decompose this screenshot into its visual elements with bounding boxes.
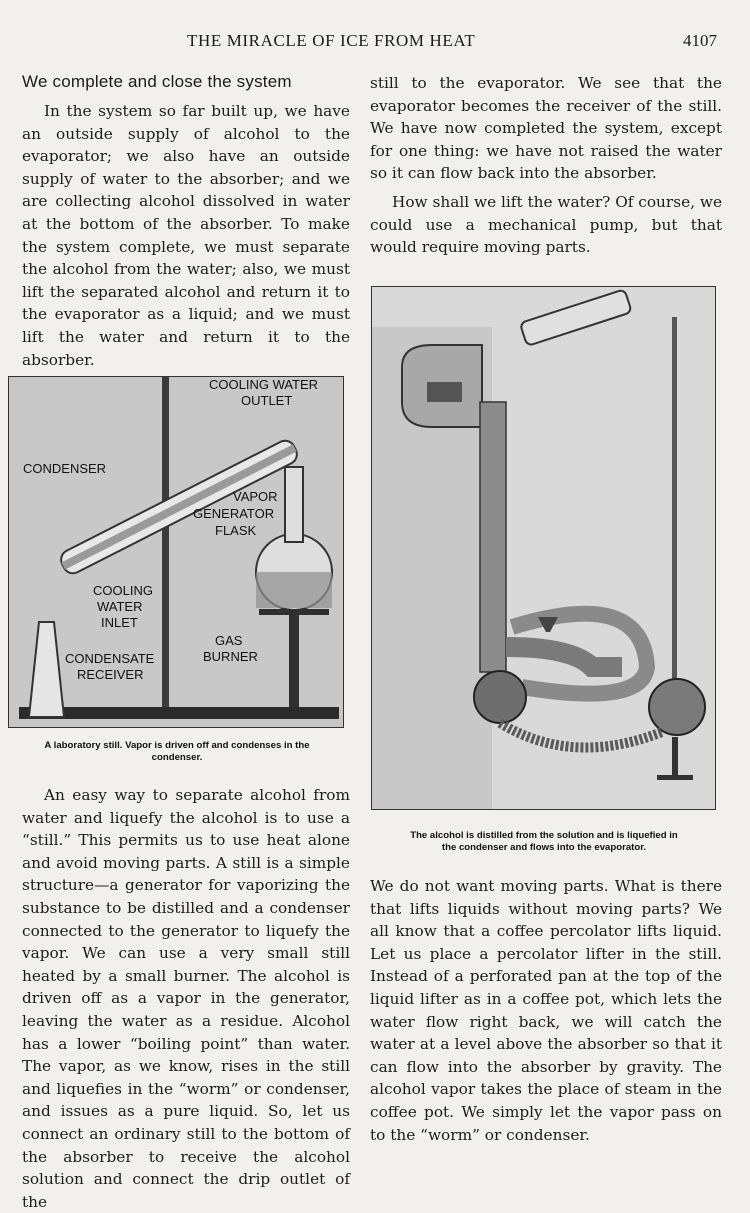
section-heading: We complete and close the system [22, 72, 292, 91]
label-outlet: OUTLET [241, 393, 293, 408]
label-flask: FLASK [215, 523, 257, 538]
label-inlet: INLET [101, 615, 138, 630]
absorber-sphere [474, 671, 526, 723]
label-condensate: CONDENSATE [65, 651, 155, 666]
left-paragraph-1: In the system so far built up, we have an outside supply of alcohol to the evaporator; we also have an outside supply of water to the absorber; and we are collecting alcohol dissolved in water at the bottom of the absorber. To make the system complete, we must separate the alcohol from the water; also, we must lift the separated alcohol and return it to the evaporator as a liquid; and we must lift the water and return it to the absorber. [22, 102, 350, 369]
still-caption-line-1: A laboratory still. Vapor is driven off and condenses in the [44, 740, 310, 751]
system-caption [368, 830, 720, 854]
still-illustration [9, 377, 343, 727]
label-cooling: COOLING [93, 583, 153, 598]
still-caption [8, 740, 346, 764]
gas-burner [289, 612, 299, 707]
page-number: 4107 [683, 31, 717, 50]
laboratory-still-figure [8, 376, 344, 728]
right-paragraph-3: We do not want moving parts. What is there that lifts liquids without moving parts? We all know that a coffee percolator lifts liquid. Let us place a percolator lifter in the still. Instead of a perforated pan at the top of the liquid lifter as in a coffee pot, which lets the water flow right back, we will catch the water at a level above the absorber so that it can flow into the absorber by gravity. The alcohol vapor takes the place of steam in the coffee pot. We simply let the vapor pass on to the “worm” or condenser. [370, 877, 722, 1144]
right-paragraph-2: How shall we lift the water? Of course, we could use a mechanical pump, but that would require moving parts. [370, 192, 722, 257]
system-caption-line-2: the condenser and flows into the evaporator. [441, 842, 647, 853]
right-column-top [370, 72, 722, 259]
label-cooling-water: COOLING WATER [209, 377, 319, 392]
right-column-bottom [370, 875, 722, 1146]
still-caption-line-2: condenser. [151, 752, 203, 763]
label-water: WATER [97, 599, 143, 614]
left-column-top [22, 72, 350, 371]
label-vapor: VAPOR [233, 489, 278, 504]
label-gas: GAS [215, 633, 243, 648]
label-receiver: RECEIVER [77, 667, 144, 682]
right-paragraph-1: still to the evaporator. We see that the evaporator becomes the receiver of the still. We have now completed the system, except for one thing: we have not raised the water so it can flow back into the absorber. [370, 74, 722, 183]
system-caption-line-1: The alcohol is distilled from the solution and is liquefied in [410, 830, 678, 841]
page-header [0, 31, 750, 53]
stand-rod [162, 377, 169, 717]
label-generator: GENERATOR [193, 506, 275, 521]
system-illustration [372, 287, 715, 809]
left-paragraph-2: An easy way to separate alcohol from water and liquefy the alcohol is to use a “still.” This permits us to use heat alone and avoid moving parts. A still is a simple structure—a generator for vaporizing the substance to be distilled and a condenser connected to the generator to liquefy the vapor. We can use a very small still heated by a small burner. The alcohol is driven off as a vapor in the generator, leaving the water as a residue. Alcohol has a lower “boiling point” than water. The vapor, as we know, rises in the still and liquefies in the “worm” or condenser, and issues as a pure liquid. So, let us connect an ordinary still to the bottom of the absorber to receive the alcohol solution and connect the drip outlet of the [22, 786, 350, 1211]
label-condenser: CONDENSER [23, 461, 107, 476]
left-pipe [480, 402, 506, 672]
generator-sphere [649, 679, 705, 735]
running-title: THE MIRACLE OF ICE FROM HEAT [187, 31, 476, 50]
refrigeration-system-figure [371, 286, 716, 810]
base-plate [19, 707, 339, 719]
label-burner: BURNER [203, 649, 258, 664]
left-column-bottom [22, 784, 350, 1213]
right-thin-pipe [672, 317, 677, 687]
